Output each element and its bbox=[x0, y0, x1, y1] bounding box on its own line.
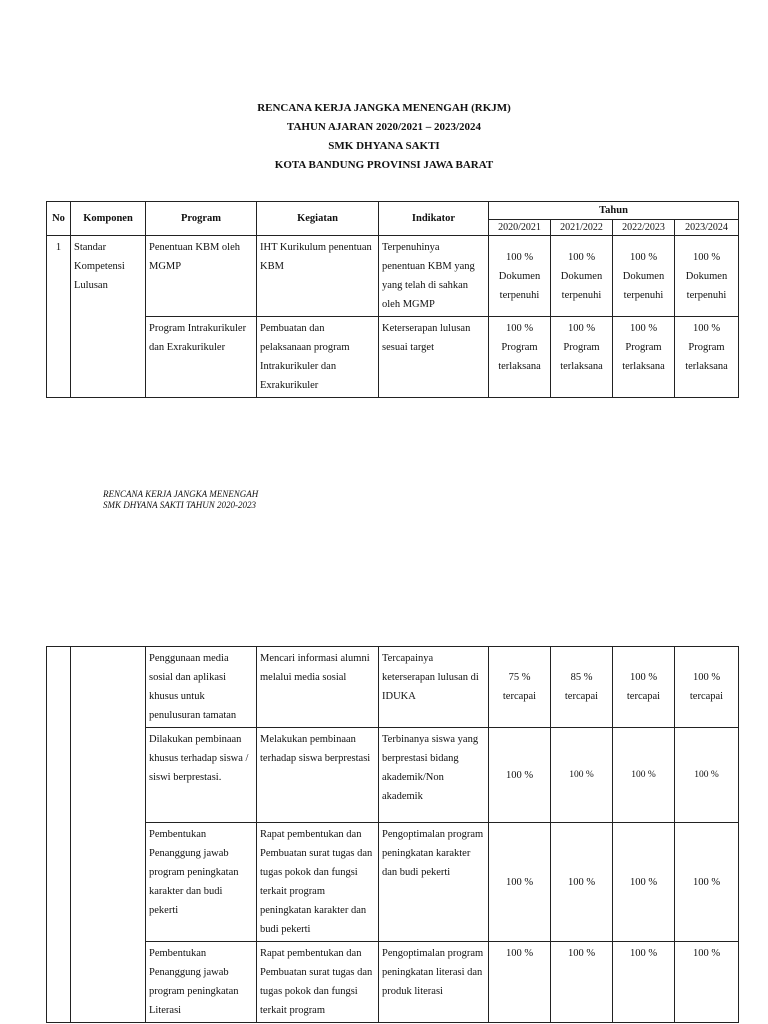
cell-target: 85 % tercapai bbox=[551, 647, 613, 728]
cell-target: 100 % bbox=[489, 728, 551, 823]
cell-indikator: Tercapainya keterserapan lulusan di IDUKA bbox=[379, 647, 489, 728]
cell-target: 100 % Program terlaksana bbox=[551, 317, 613, 398]
cell-target: 100 % bbox=[675, 728, 739, 823]
cell-target: 100 % bbox=[489, 823, 551, 942]
header-year: 2022/2023 bbox=[613, 220, 675, 236]
cell-program: Pembentukan Penanggung jawab program peningkatan Literasi bbox=[146, 942, 257, 1023]
header-year: 2021/2022 bbox=[551, 220, 613, 236]
cell-target: 100 % bbox=[613, 728, 675, 823]
cell-program: Penggunaan media sosial dan aplikasi khusus untuk penulusuran tamatan bbox=[146, 647, 257, 728]
cell-target: 100 % Program terlaksana bbox=[675, 317, 739, 398]
cell-kegiatan: Pembuatan dan pelaksanaan program Intrakurikuler dan Exrakurikuler bbox=[257, 317, 379, 398]
cell-target: 100 % Dokumen terpenuhi bbox=[489, 236, 551, 317]
cell-target: 100 % bbox=[551, 942, 613, 1023]
header-tahun: Tahun bbox=[489, 202, 739, 220]
header-year: 2023/2024 bbox=[675, 220, 739, 236]
cell-target: 100 % Program terlaksana bbox=[613, 317, 675, 398]
cell-target: 100 % Dokumen terpenuhi bbox=[675, 236, 739, 317]
cell-target: 100 % tercapai bbox=[613, 647, 675, 728]
cell-program: Program Intrakurikuler dan Exrakurikuler bbox=[146, 317, 257, 398]
table-row bbox=[47, 728, 739, 823]
cell-indikator: Pengoptimalan program peningkatan karakter dan budi pekerti bbox=[379, 823, 489, 942]
header-program: Program bbox=[146, 202, 257, 236]
header-no: No bbox=[47, 202, 71, 236]
cell-komponen: Standar Kompetensi Lulusan bbox=[71, 236, 146, 398]
rkjm-table-page2 bbox=[46, 646, 739, 1023]
header-year: 2020/2021 bbox=[489, 220, 551, 236]
cell-target: 100 % tercapai bbox=[675, 647, 739, 728]
title-line: TAHUN AJARAN 2020/2021 – 2023/2024 bbox=[286, 121, 482, 133]
header-indikator: Indikator bbox=[379, 202, 489, 236]
cell-komponen bbox=[71, 647, 146, 1023]
cell-no bbox=[47, 647, 71, 1023]
cell-indikator: Terbinanya siswa yang berprestasi bidang akademik/Non akademik bbox=[379, 728, 489, 823]
cell-target: 100 % bbox=[675, 823, 739, 942]
cell-target: 100 % Program terlaksana bbox=[489, 317, 551, 398]
cell-target: 100 % bbox=[551, 728, 613, 823]
cell-program: Pembentukan Penanggung jawab program peningkatan karakter dan budi pekerti bbox=[146, 823, 257, 942]
table-row bbox=[47, 236, 739, 317]
cell-kegiatan: IHT Kurikulum penentuan KBM bbox=[257, 236, 379, 317]
table-row bbox=[47, 317, 739, 398]
cell-indikator: Pengoptimalan program peningkatan literasi dan produk literasi bbox=[379, 942, 489, 1023]
title-line: KOTA BANDUNG PROVINSI JAWA BARAT bbox=[274, 159, 494, 171]
cell-kegiatan: Mencari informasi alumni melalui media sosial bbox=[257, 647, 379, 728]
cell-kegiatan: Rapat pembentukan dan Pembuatan surat tugas dan tugas pokok dan fungsi terkait program bbox=[257, 942, 379, 1023]
cell-target: 100 % bbox=[613, 823, 675, 942]
footer-line: SMK DHYANA SAKTI TAHUN 2020-2023 bbox=[103, 500, 257, 510]
cell-kegiatan: Melakukan pembinaan terhadap siswa berprestasi bbox=[257, 728, 379, 823]
cell-program: Penentuan KBM oleh MGMP bbox=[146, 236, 257, 317]
title-line: SMK DHYANA SAKTI bbox=[328, 140, 440, 152]
footer-line: RENCANA KERJA JANGKA MENENGAH bbox=[103, 489, 259, 499]
cell-target: 100 % bbox=[551, 823, 613, 942]
title-line: RENCANA KERJA JANGKA MENENGAH (RKJM) bbox=[257, 102, 511, 114]
page-footer bbox=[103, 489, 258, 511]
header-kegiatan: Kegiatan bbox=[257, 202, 379, 236]
cell-target: 100 % bbox=[675, 942, 739, 1023]
table-row bbox=[47, 942, 739, 1023]
rkjm-table-page1 bbox=[46, 201, 739, 398]
table-row bbox=[47, 823, 739, 942]
cell-target: 100 % Dokumen terpenuhi bbox=[551, 236, 613, 317]
cell-no: 1 bbox=[47, 236, 71, 398]
cell-target: 100 % bbox=[613, 942, 675, 1023]
cell-kegiatan: Rapat pembentukan dan Pembuatan surat tugas dan tugas pokok dan fungsi terkait program peningkatan karakter dan budi pekerti bbox=[257, 823, 379, 942]
cell-indikator: Terpenuhinya penentuan KBM yang yang telah di sahkan oleh MGMP bbox=[379, 236, 489, 317]
cell-target: 75 % tercapai bbox=[489, 647, 551, 728]
cell-target: 100 % Dokumen terpenuhi bbox=[613, 236, 675, 317]
cell-target: 100 % bbox=[489, 942, 551, 1023]
table-row bbox=[47, 647, 739, 728]
header-komponen: Komponen bbox=[71, 202, 146, 236]
document-title bbox=[0, 99, 768, 175]
cell-indikator: Keterserapan lulusan sesuai target bbox=[379, 317, 489, 398]
cell-program: Dilakukan pembinaan khusus terhadap siswa / siswi berprestasi. bbox=[146, 728, 257, 823]
